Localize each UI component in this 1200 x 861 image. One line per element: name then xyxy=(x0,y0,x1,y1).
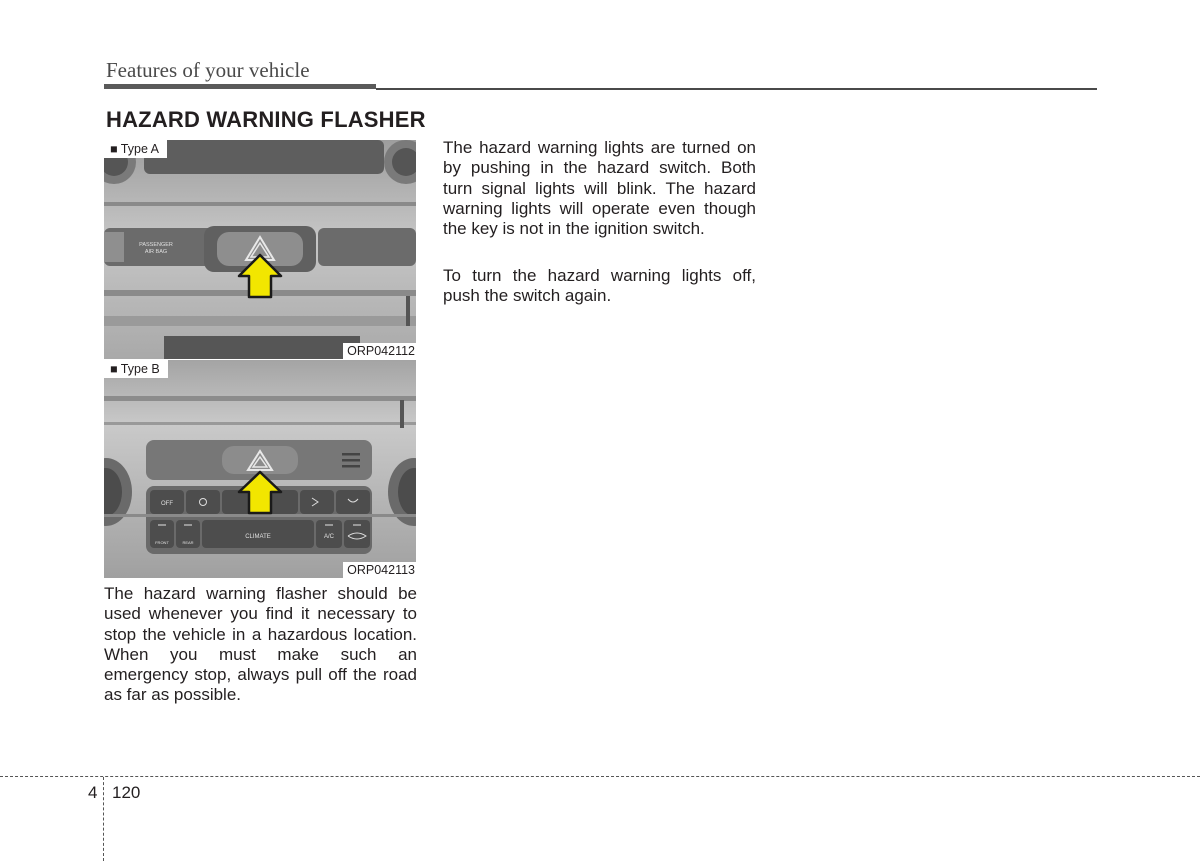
figure-label-type-b: ■ Type B xyxy=(104,360,168,378)
figure-type-a xyxy=(104,140,416,359)
dashboard-illustration-b xyxy=(104,360,416,578)
body-paragraph-left: The hazard warning flasher should be used whenever you find it necessary to stop the vehicle in a hazardous location. When you must make such an emergency stop, always pull off the road as far as possible. xyxy=(104,584,417,705)
svg-text:AIR BAG: AIR BAG xyxy=(144,249,168,255)
footer-divider xyxy=(0,776,1200,777)
climate-button-label: CLIMATE xyxy=(245,534,271,540)
header-rule-thick xyxy=(104,84,376,89)
page-heading: HAZARD WARNING FLASHER xyxy=(106,107,426,132)
off-button-label: OFF xyxy=(161,501,173,507)
ac-button-label: A/C xyxy=(323,534,335,540)
passenger-airbag-text: PASSENGER xyxy=(139,242,173,248)
body-paragraph-right-1: The hazard warning lights are turned on by pushing in the hazard switch. Both turn signal lights will blink. The hazard warning lights will operate even though the key is not in the ignition switch. xyxy=(443,138,756,239)
figure-label-type-a: ■ Type A xyxy=(104,140,167,158)
figure-code-b: ORP042113 xyxy=(343,562,416,578)
page-number: 120 xyxy=(112,783,141,802)
figure-type-b xyxy=(104,360,416,578)
chapter-number: 4 xyxy=(88,783,98,802)
section-title: Features of your vehicle xyxy=(106,58,310,82)
header-rule-thin xyxy=(376,88,1097,90)
footer-vertical-divider xyxy=(103,777,104,861)
dashboard-illustration-a xyxy=(104,140,416,359)
front-defrost-label: FRONT xyxy=(155,540,169,545)
figure-code-a: ORP042112 xyxy=(343,343,416,359)
rear-defrost-label: REAR xyxy=(182,540,194,545)
body-paragraph-right-2: To turn the hazard warning lights off, push the switch again. xyxy=(443,266,756,306)
